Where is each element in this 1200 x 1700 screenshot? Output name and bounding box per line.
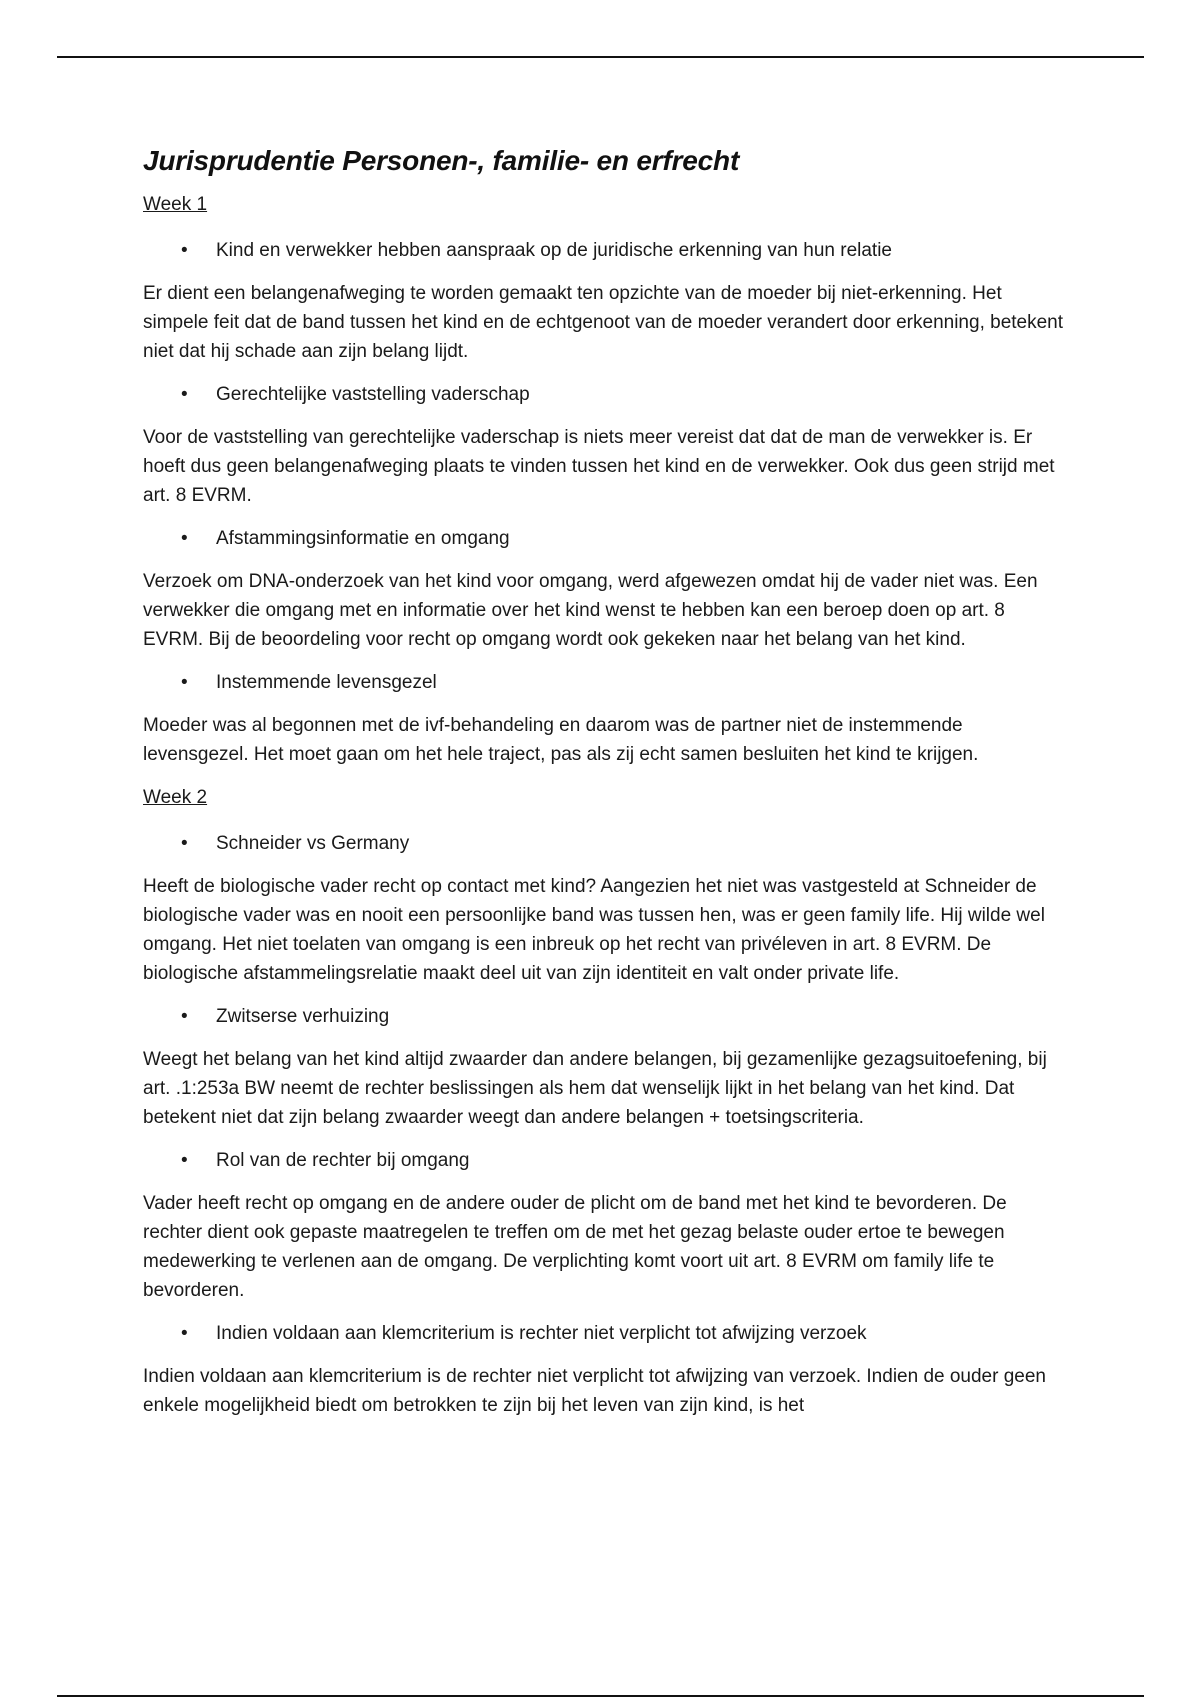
document-title: Jurisprudentie Personen-, familie- en erfrecht	[143, 145, 740, 176]
week-heading: Week 1	[143, 194, 208, 215]
case-title: Gerechtelijke vaststelling vaderschap	[216, 384, 530, 405]
case-summary: Weegt het belang van het kind altijd zwaarder dan andere belangen, bij gezamenlijke gezagsuitoefening, bij art. .1:253a BW neemt de rechter beslissingen als hem dat wenselijk lijkt in het belang van het kind. Dat betekent niet dat zijn belang zwaarder weegt dan andere belangen + toetsingscriteria.	[143, 1049, 1047, 1128]
bullet-icon: •	[181, 672, 188, 693]
case-title: Indien voldaan aan klemcriterium is rechter niet verplicht tot afwijzing verzoek	[216, 1323, 867, 1344]
case-title: Kind en verwekker hebben aanspraak op de juridische erkenning van hun relatie	[216, 240, 892, 261]
bullet-icon: •	[181, 528, 188, 549]
document-body	[143, 145, 1063, 1435]
case-title: Instemmende levensgezel	[216, 672, 437, 693]
footer-rule	[57, 1695, 1144, 1697]
case-bullet	[143, 1320, 1063, 1348]
case-summary: Vader heeft recht op omgang en de andere ouder de plicht om de band met het kind te bevorderen. De rechter dient ook gepaste maatregelen te treffen om de met het gezag belaste ouder ertoe te bewegen medewerking te verlenen aan de omgang. De verplichting komt voort uit art. 8 EVRM om family life te bevorderen.	[143, 1193, 1007, 1301]
case-bullet	[143, 830, 1063, 858]
bullet-icon: •	[181, 240, 188, 261]
bullet-icon: •	[181, 833, 188, 854]
bullet-icon: •	[181, 1323, 188, 1344]
case-summary: Moeder was al begonnen met de ivf-behandeling en daarom was de partner niet de instemmende levensgezel. Het moet gaan om het hele traject, pas als zij echt samen besluiten het kind te krijgen.	[143, 715, 979, 765]
case-summary: Indien voldaan aan klemcriterium is de rechter niet verplicht tot afwijzing van verzoek. Indien de ouder geen enkele mogelijkheid biedt om betrokken te zijn bij het leven van zijn kind, is het	[143, 1366, 1047, 1416]
case-title: Zwitserse verhuizing	[216, 1006, 390, 1027]
case-summary: Verzoek om DNA-onderzoek van het kind voor omgang, werd afgewezen omdat hij de vader niet was. Een verwekker die omgang met en informatie over het kind wenst te hebben kan een beroep doen op art. 8 EVRM. Bij de beoordeling voor recht op omgang wordt ook gekeken naar het belang van het kind.	[143, 571, 1038, 650]
case-title: Rol van de rechter bij omgang	[216, 1150, 470, 1171]
case-summary: Er dient een belangenafweging te worden gemaakt ten opzichte van de moeder bij niet-erkenning. Het simpele feit dat de band tussen het kind en de echtgenoot van de moeder verandert door erkenning, betekent niet dat hij schade aan zijn belang lijdt.	[143, 283, 1064, 362]
case-bullet	[143, 1147, 1063, 1175]
case-bullet	[143, 237, 1063, 265]
header-rule	[57, 56, 1144, 58]
week-heading: Week 2	[143, 787, 208, 808]
case-bullet	[143, 525, 1063, 553]
case-bullet	[143, 669, 1063, 697]
case-title: Afstammingsinformatie en omgang	[216, 528, 510, 549]
case-summary: Voor de vaststelling van gerechtelijke vaderschap is niets meer vereist dat dat de man de verwekker is. Er hoeft dus geen belangenafweging plaats te vinden tussen het kind en de verwekker. Ook dus geen strijd met art. 8 EVRM.	[143, 427, 1055, 506]
case-bullet	[143, 381, 1063, 409]
bullet-icon: •	[181, 384, 188, 405]
bullet-icon: •	[181, 1006, 188, 1027]
case-summary: Heeft de biologische vader recht op contact met kind? Aangezien het niet was vastgesteld at Schneider de biologische vader was en nooit een persoonlijke band was tussen hen, was er geen family life. Hij wilde wel omgang. Het niet toelaten van omgang is een inbreuk op het recht van privéleven in art. 8 EVRM. De biologische afstammelingsrelatie maakt deel uit van zijn identiteit en valt onder private life.	[143, 876, 1045, 984]
bullet-icon: •	[181, 1150, 188, 1171]
case-bullet	[143, 1003, 1063, 1031]
case-title: Schneider vs Germany	[216, 833, 410, 854]
